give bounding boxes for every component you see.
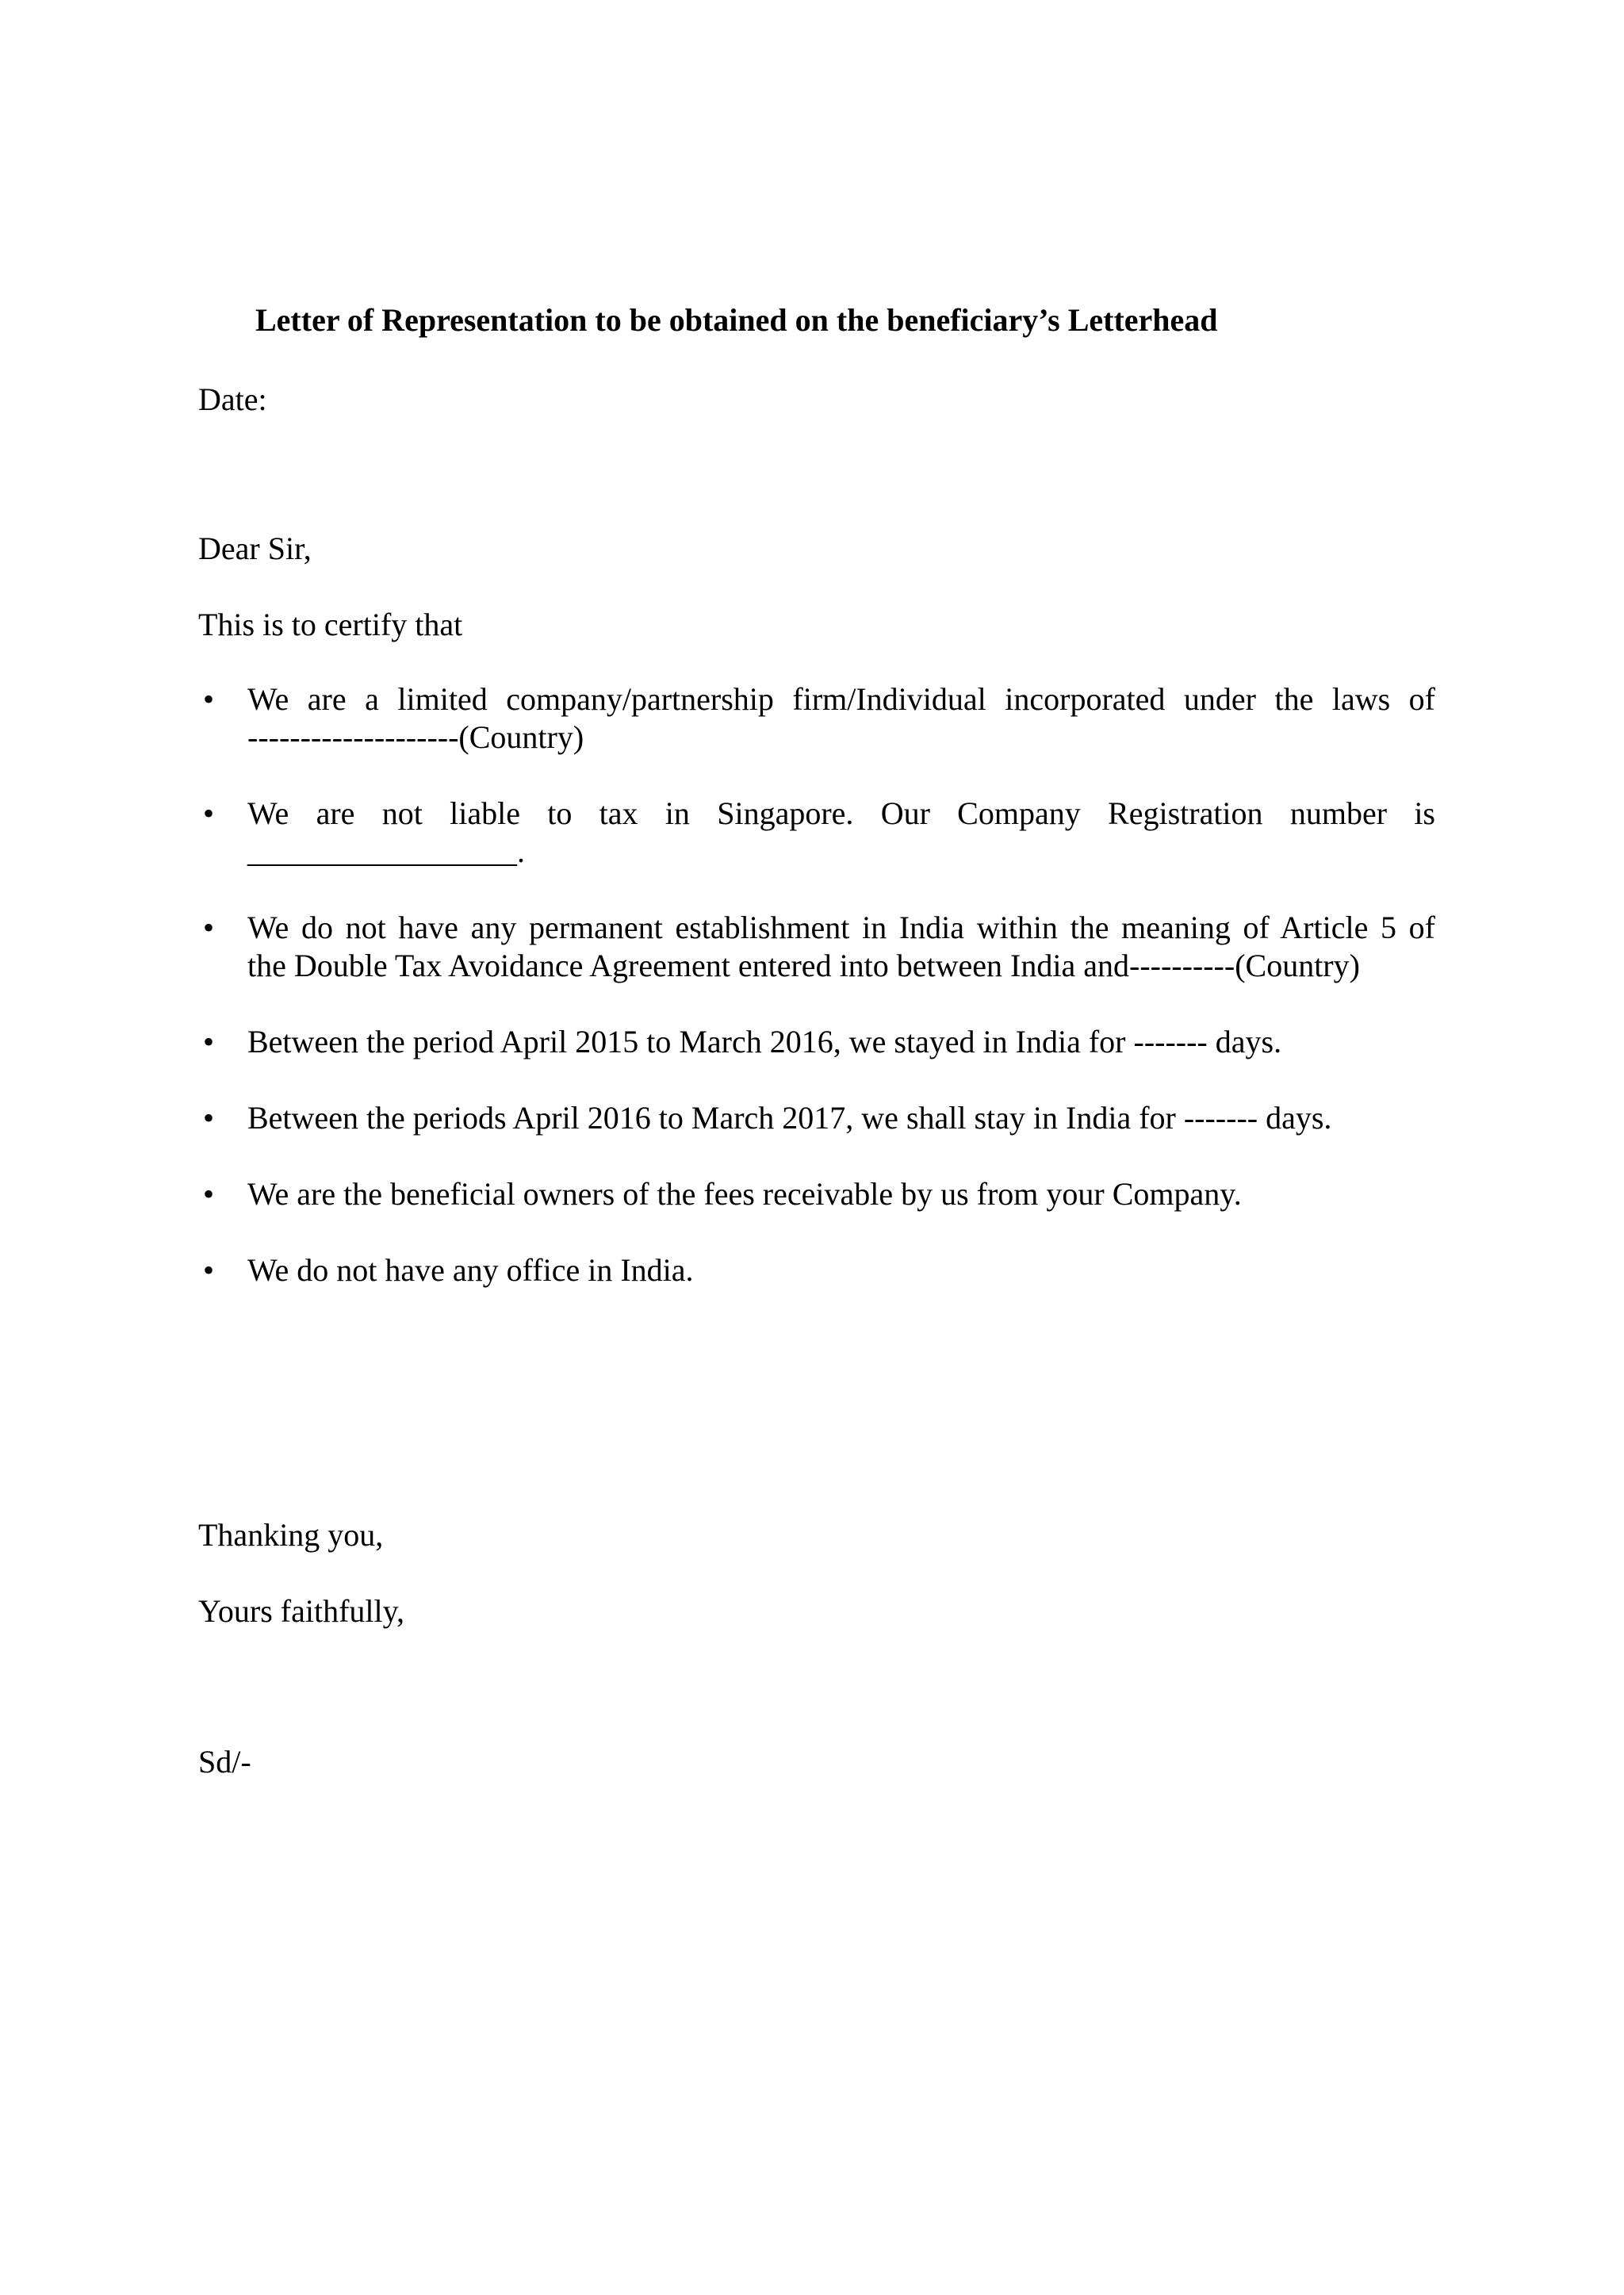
list-item: [198, 1175, 1435, 1213]
signoff-text: Yours faithfully,: [198, 1593, 405, 1629]
list-item-line: _________________.: [247, 833, 525, 869]
list-item: [198, 680, 1435, 757]
list-item-text: [247, 1023, 1435, 1061]
list-item-line: We do not have any office in India.: [247, 1252, 694, 1288]
letter-title: Letter of Representation to be obtained on the beneficiary’s Letterhead: [255, 302, 1218, 338]
list-item-line: We are the beneficial owners of the fees receivable by us from your Company.: [247, 1176, 1242, 1212]
signature-text: Sd/-: [198, 1744, 251, 1780]
bullet-icon: •: [203, 910, 215, 945]
list-item: [198, 795, 1435, 871]
intro-text: This is to certify that: [198, 607, 463, 642]
list-item-text: [247, 1175, 1435, 1213]
list-item-text: [247, 795, 1435, 871]
list-item-text: [247, 680, 1435, 757]
list-item: [198, 909, 1435, 985]
list-item: [198, 1099, 1435, 1137]
bullet-icon: •: [203, 1024, 215, 1059]
bullet-icon: •: [203, 1176, 215, 1212]
list-item-line: We are a limited company/partnership firm/Individual incorporated under the laws of: [247, 681, 1435, 717]
list-item: [198, 1251, 1435, 1289]
list-item: [198, 1023, 1435, 1061]
salutation: Dear Sir,: [198, 531, 312, 566]
bullet-icon: •: [203, 1252, 215, 1288]
list-item-text: [247, 1099, 1435, 1137]
date-label: Date:: [198, 381, 267, 417]
list-item-line: We do not have any permanent establishment in India within the meaning of Article 5 of: [247, 910, 1435, 945]
list-item-line: We are not liable to tax in Singapore. Our Company Registration number is: [247, 795, 1435, 831]
list-item-line: the Double Tax Avoidance Agreement entered into between India and----------(Country): [247, 948, 1360, 983]
list-item-line: Between the periods April 2016 to March 2017, we shall stay in India for ------- days.: [247, 1100, 1332, 1136]
closing-text: Thanking you,: [198, 1517, 384, 1553]
bullet-icon: •: [203, 681, 215, 717]
bullet-icon: •: [203, 795, 215, 831]
list-item-line: --------------------(Country): [247, 719, 584, 755]
certification-list: [198, 680, 1435, 1328]
list-item-text: [247, 1251, 1435, 1289]
bullet-icon: •: [203, 1100, 215, 1136]
list-item-line: Between the period April 2015 to March 2016, we stayed in India for ------- days.: [247, 1024, 1282, 1059]
list-item-text: [247, 909, 1435, 985]
